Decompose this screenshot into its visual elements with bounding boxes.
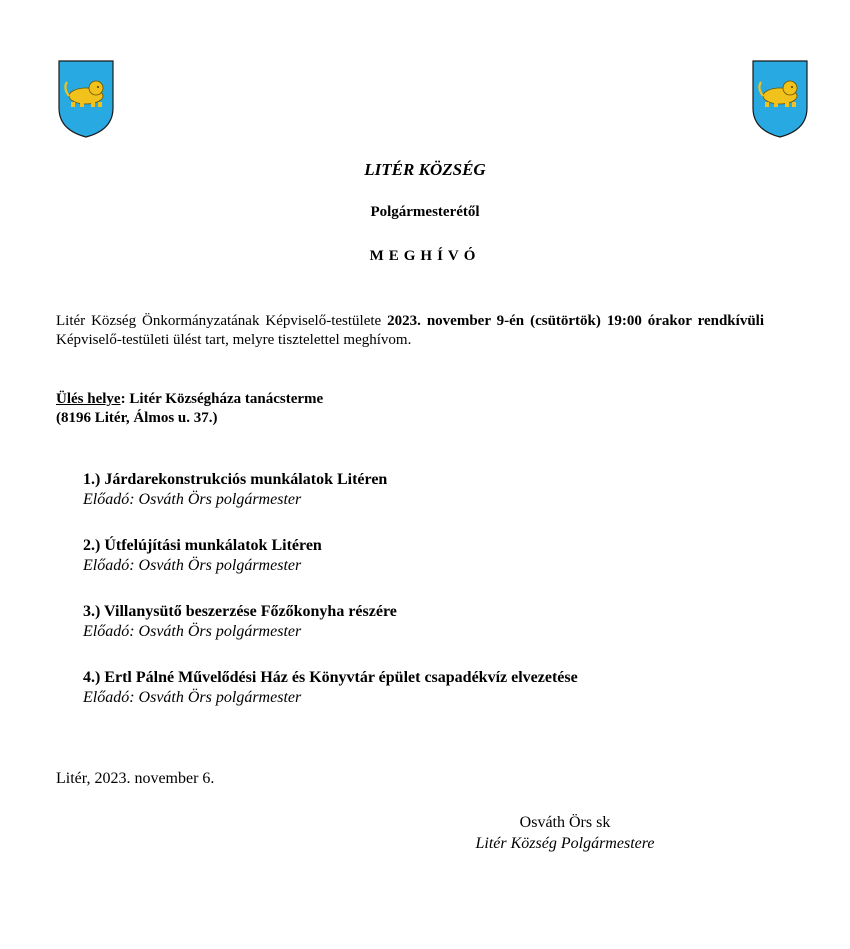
agenda-item-title: 2.) Útfelújítási munkálatok Litéren	[83, 537, 322, 554]
agenda-item-presenter: Előadó: Osváth Örs polgármester	[83, 491, 302, 508]
agenda-item-presenter: Előadó: Osváth Örs polgármester	[83, 689, 302, 706]
location-address: (8196 Litér, Álmos u. 37.)	[56, 410, 218, 426]
document-date: Litér, 2023. november 6.	[56, 770, 215, 787]
agenda-list	[83, 470, 578, 734]
agenda-item	[83, 470, 578, 536]
invitation-heading: MEGHÍVÓ	[369, 248, 481, 264]
agenda-item	[83, 602, 578, 668]
agenda-item-title: 3.) Villanysütő beszerzése Főzőkonyha részére	[83, 603, 397, 620]
coat-of-arms-right	[752, 60, 808, 138]
document-title: LITÉR KÖZSÉG	[364, 160, 486, 179]
document-subtitle: Polgármesterétől	[370, 204, 480, 220]
intro-text-start: Litér Község Önkormányzatának Képviselő-testülete	[56, 313, 388, 329]
agenda-item	[83, 536, 578, 602]
intro-paragraph	[56, 312, 764, 350]
location-label: Ülés helye	[56, 391, 121, 407]
signature-block	[440, 812, 690, 854]
location-colon: :	[120, 391, 130, 407]
agenda-item-presenter: Előadó: Osváth Örs polgármester	[83, 623, 302, 640]
agenda-item-presenter: Előadó: Osváth Örs polgármester	[83, 557, 302, 574]
location-place: Litér Községháza tanácsterme	[129, 391, 324, 407]
agenda-item	[83, 668, 578, 734]
intro-text-end: Képviselő-testületi ülést tart, melyre tisztelettel meghívom.	[56, 332, 412, 348]
coat-of-arms-left	[58, 60, 114, 138]
meeting-location	[56, 390, 323, 428]
agenda-item-title: 4.) Ertl Pálné Művelődési Ház és Könyvtár épület csapadékvíz elvezetése	[83, 669, 578, 686]
signatory-name: Osváth Örs sk	[519, 814, 611, 831]
meeting-datetime: 2023. november 9-én (csütörtök) 19:00 órakor rendkívüli	[387, 313, 764, 329]
agenda-item-title: 1.) Járdarekonstrukciós munkálatok Litéren	[83, 471, 388, 488]
signatory-role: Litér Község Polgármestere	[475, 835, 655, 852]
